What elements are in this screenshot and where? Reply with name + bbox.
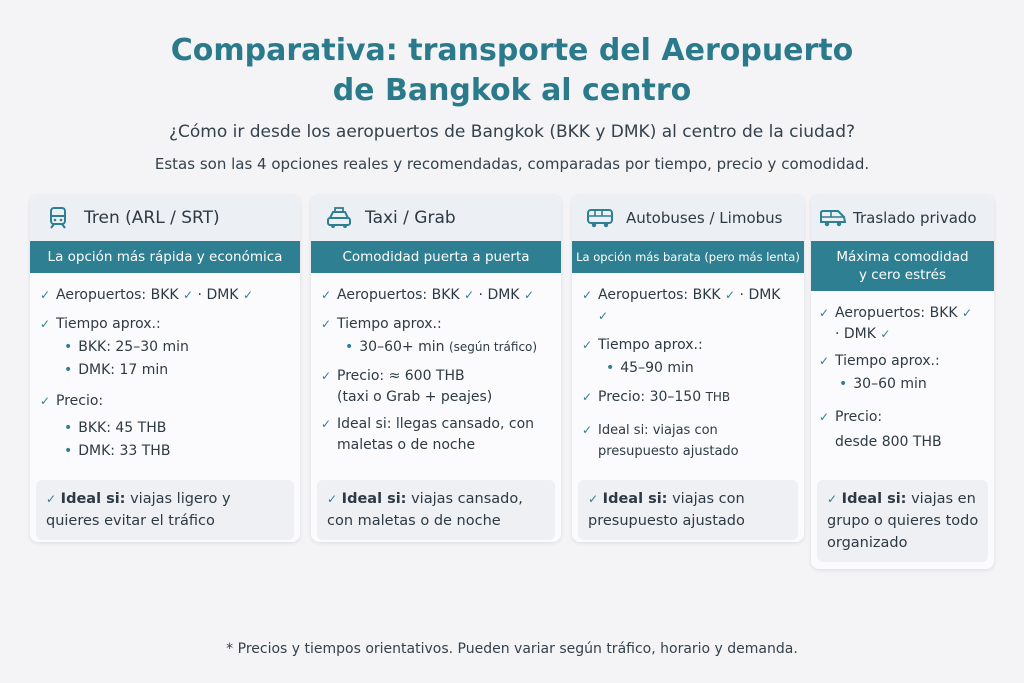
ideal-box: [817, 480, 988, 562]
check-icon: ✓: [582, 288, 593, 302]
airports-label: Aeropuertos: BKK: [56, 287, 179, 303]
airports-dmk: · DMK: [478, 287, 520, 303]
price-label: Precio: ≈ 600 THB: [337, 368, 465, 384]
ideal-text: viajas cansado, con maletas o de noche: [327, 491, 523, 529]
time-row: [819, 351, 988, 372]
time-item: • BKK: 25–30 min: [64, 339, 189, 355]
bullet-icon: •: [64, 339, 73, 355]
airports-row: [321, 285, 551, 306]
card-banner: Comodidad puerta a puerta: [311, 241, 561, 273]
airports-dmk: · DMK: [739, 287, 781, 303]
card-header: [30, 195, 300, 241]
price-item: • BKK: 45 THB: [64, 420, 167, 436]
ideal-label: Ideal si:: [841, 491, 907, 507]
airports-label: Aeropuertos: BKK: [598, 287, 721, 303]
check-icon: ✓: [321, 317, 332, 331]
ideal-box: [317, 480, 555, 540]
time-label: Tiempo aprox.:: [835, 353, 940, 369]
check-icon: ✓: [40, 394, 51, 408]
card-banner: La opción más barata (pero más lenta): [572, 241, 804, 273]
price-row: [40, 391, 290, 412]
airports-label: Aeropuertos: BKK: [835, 305, 958, 321]
time-row: [582, 335, 794, 356]
card-title: Tren (ARL / SRT): [84, 208, 220, 228]
train-icon: [44, 204, 72, 232]
card-taxi: [311, 195, 561, 542]
ideal-text: viajas con presupuesto ajustado: [588, 491, 745, 529]
card-header: [811, 195, 994, 241]
check-icon: ✓: [183, 288, 194, 302]
check-icon: ✓: [819, 410, 830, 424]
price-label: Precio:: [56, 393, 104, 409]
ideal-label: Ideal si:: [341, 491, 407, 507]
ideal-label: Ideal si:: [602, 491, 668, 507]
card-header: [311, 195, 561, 241]
time-label: Tiempo aprox.:: [56, 316, 161, 332]
price-row: [321, 366, 551, 387]
check-icon: ✓: [827, 492, 838, 506]
card-header: [572, 195, 804, 241]
price-row: [819, 407, 988, 428]
card-train: [30, 195, 300, 542]
price-label: Precio:: [835, 409, 883, 425]
price-value: desde 800 THB: [835, 434, 942, 450]
ideal-text: viajas ligero y quieres evitar el tráfico: [46, 491, 231, 529]
page-intro: Estas son las 4 opciones reales y recomendadas, comparadas por tiempo, precio y comodidad.: [154, 155, 870, 173]
check-icon: ✓: [464, 288, 475, 302]
airports-dmk: · DMK: [197, 287, 239, 303]
time-row: [40, 314, 290, 335]
footer-note: * Precios y tiempos orientativos. Pueden variar según tráfico, horario y demanda.: [226, 641, 798, 657]
bullet-icon: •: [606, 360, 615, 376]
airports-dmk: · DMK: [835, 326, 876, 342]
card-banner: La opción más rápida y económica: [30, 241, 300, 273]
card-title: Traslado privado: [853, 209, 977, 227]
bullet-icon: •: [64, 362, 73, 378]
bullet-icon: •: [345, 339, 354, 355]
page-title-line-1: Comparativa: transporte del Aeropuerto: [170, 33, 854, 68]
check-icon: ✓: [598, 309, 609, 323]
card-private: [811, 195, 994, 569]
check-icon: ✓: [819, 354, 830, 368]
page-subtitle: ¿Cómo ir desde los aeropuertos de Bangkok (BKK y DMK) al centro de la ciudad?: [168, 122, 856, 142]
check-icon: ✓: [523, 288, 535, 302]
ideal-box: [578, 480, 798, 540]
check-icon: ✓: [582, 390, 593, 404]
check-icon: ✓: [582, 423, 593, 437]
check-icon: ✓: [962, 306, 973, 320]
taxi-icon: [325, 204, 353, 232]
check-icon: ✓: [725, 288, 736, 302]
time-label: Tiempo aprox.:: [337, 316, 442, 332]
bus-icon: [586, 204, 614, 232]
price-row: ✓ Precio: 30–150 THB: [582, 387, 794, 408]
time-item: • DMK: 17 min: [64, 362, 169, 378]
inner-ideal-row: ✓ Ideal si: llegas cansado, con maletas o de noche: [321, 416, 535, 453]
time-row: [321, 314, 551, 335]
page-title-line-2: de Bangkok al centro: [332, 73, 692, 108]
time-label: Tiempo aprox.:: [598, 337, 703, 353]
check-icon: ✓: [321, 369, 332, 383]
price-item: • DMK: 33 THB: [64, 443, 171, 459]
check-icon: ✓: [321, 288, 332, 302]
card-bus: [572, 195, 804, 542]
ideal-label: Ideal si:: [60, 491, 126, 507]
card-title: Taxi / Grab: [365, 208, 456, 228]
check-icon: ✓: [40, 317, 51, 331]
time-item: • 45–90 min: [606, 360, 694, 376]
card-title: Autobuses / Limobus: [626, 209, 783, 227]
airports-row: [582, 285, 794, 327]
check-icon: ✓: [582, 338, 593, 352]
bullet-icon: •: [64, 443, 73, 459]
bullet-icon: •: [839, 376, 848, 392]
check-icon: ✓: [242, 288, 254, 302]
check-icon: ✓: [46, 492, 57, 506]
time-item: • 30–60+ min (según tráfico): [345, 339, 538, 355]
bullet-icon: •: [64, 420, 73, 436]
price-note: (taxi o Grab + peajes): [337, 389, 493, 405]
time-item: • 30–60 min: [839, 376, 927, 392]
inner-ideal-row: ✓ Ideal si: viajas con presupuesto ajustado: [582, 420, 794, 462]
check-icon: ✓: [327, 492, 338, 506]
airports-row: [819, 303, 988, 345]
check-icon: ✓: [321, 417, 332, 431]
van-icon: [819, 204, 847, 232]
check-icon: ✓: [588, 492, 599, 506]
check-icon: ✓: [819, 306, 830, 320]
check-icon: ✓: [40, 288, 51, 302]
airports-label: Aeropuertos: BKK: [337, 287, 460, 303]
card-banner: Máxima comodidad y cero estrés: [811, 241, 994, 291]
airports-row: [40, 285, 290, 306]
check-icon: ✓: [880, 327, 891, 341]
ideal-text: viajas en grupo o quieres todo organizado: [827, 491, 979, 551]
ideal-box: [36, 480, 294, 540]
